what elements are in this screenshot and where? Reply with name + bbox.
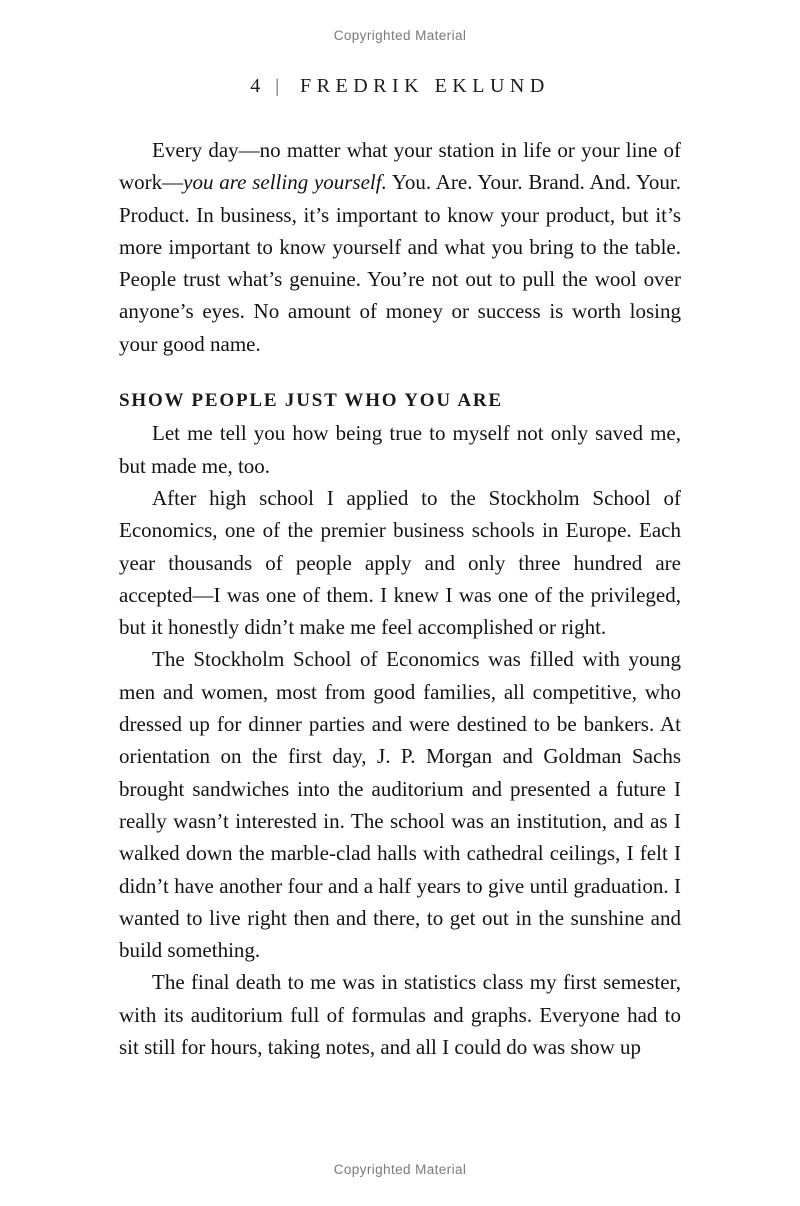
- copyright-notice-top: Copyrighted Material: [333, 28, 467, 43]
- running-header: [0, 75, 800, 98]
- paragraph-text: You. Are. Your. Brand. And. Your. Product. In business, it’s important to know your product, but it’s more important to know yourself and what you bring to the table. People trust what’s genuine. You’re not out to pull the wool over anyone’s eyes. No amount of money or success is worth losing your good name.: [119, 170, 682, 356]
- author-name: FREDRIK EKLUND: [300, 75, 550, 97]
- page-body: [119, 134, 681, 1063]
- italic-phrase: you are selling yourself.: [183, 170, 387, 195]
- header-separator: |: [275, 76, 280, 97]
- section-heading: SHOW PEOPLE JUST WHO YOU ARE: [119, 390, 503, 412]
- paragraph-3: After high school I applied to the Stockholm School of Economics, one of the premier business schools in Europe. Each year thousands of people apply and only three hundred are accepted—I was one of them. I knew I was one of the privileged, but it honestly didn’t make me feel accomplished or right.: [119, 485, 681, 640]
- paragraph-1: [119, 134, 681, 360]
- paragraph-text: Every day—no matter what your station in life or your line of work—: [119, 138, 681, 195]
- copyright-notice-bottom: Copyrighted Material: [333, 1162, 467, 1177]
- paragraph-5: The final death to me was in statistics class my first semester, with its auditorium full of formulas and graphs. Everyone had to sit still for hours, taking notes, and all I could do was show up: [119, 970, 681, 1060]
- paragraph-4: The Stockholm School of Economics was filled with young men and women, most from good families, all competitive, who dressed up for dinner parties and were destined to be bankers. At orientation on the first day, J. P. Morgan and Goldman Sachs brought sandwiches into the auditorium and presented a future I really wasn’t interested in. The school was an institution, and as I walked down the marble-clad halls with cathedral ceilings, I felt I didn’t have another four and a half years to give until graduation. I wanted to live right then and there, to get out in the sunshine and build something.: [119, 647, 681, 963]
- paragraph-2: Let me tell you how being true to myself not only saved me, but made me, too.: [119, 421, 681, 478]
- page-number: 4: [250, 75, 263, 97]
